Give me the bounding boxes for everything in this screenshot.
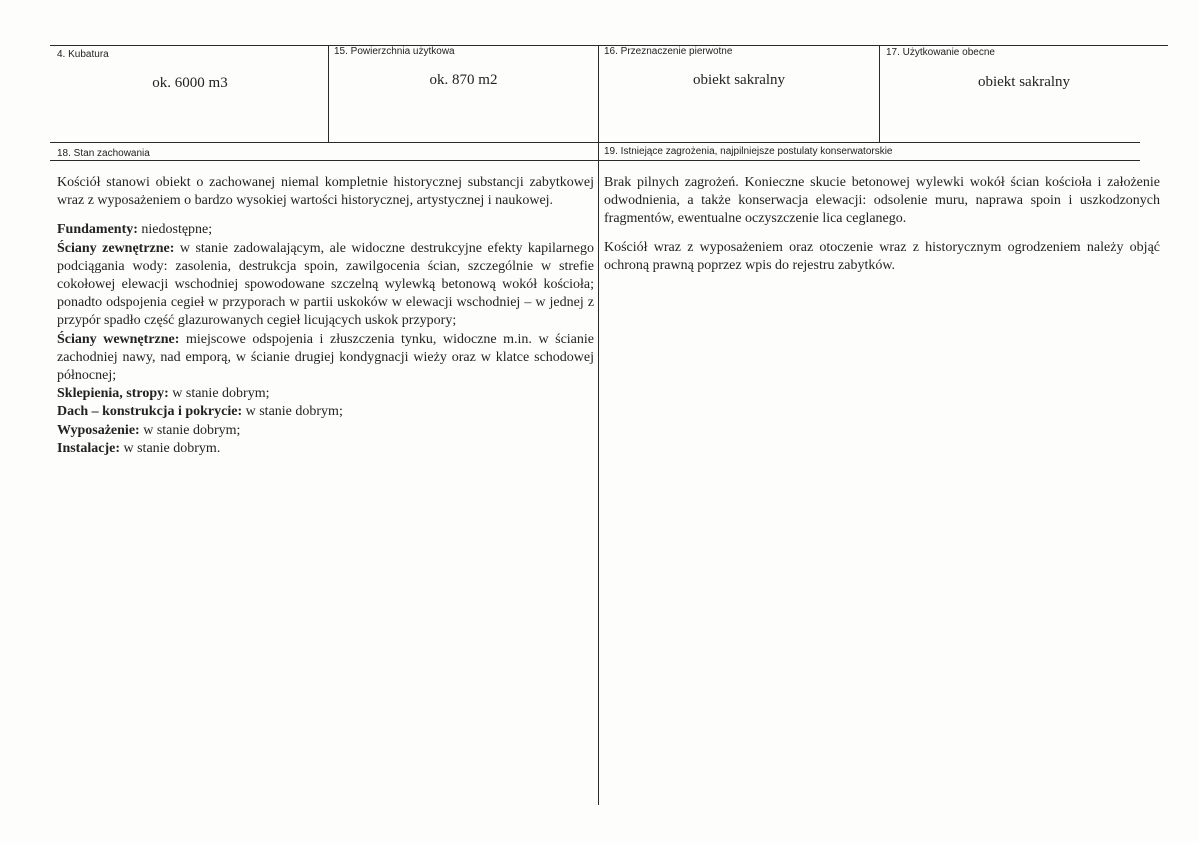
stan-zachowania-text <box>57 174 594 458</box>
zagrozenia-label: 19. Istniejące zagrożenia, najpilniejsze postulaty konserwatorskie <box>604 146 893 157</box>
przeznaczenie-label: 16. Przeznaczenie pierwotne <box>604 46 733 57</box>
stan-item-key: Ściany zewnętrzne: <box>57 240 175 256</box>
stan-item-text: w stanie dobrym; <box>168 386 270 402</box>
stan-item-text: w stanie dobrym. <box>120 440 221 456</box>
stan-item-text: w stanie zadowalającym, ale widoczne destrukcyjne efekty kapilarnego podciągania wody: zasolenia, destrukcja spoin, zawilgocenia ścian, szczególnie w strefie cokołowej elewacji wschodniej spowodowane szczelną wylewką betonową wokół kościoła; ponadto odspojenia cegieł w przyporach w partii uskoków w elewacji wschodniej – w jednej z przypór spadło część glazurowanych cegieł licujących uskok przypory; <box>57 240 594 329</box>
stan-item <box>57 221 594 239</box>
stan-zachowania-label: 18. Stan zachowania <box>57 148 150 159</box>
stan-item <box>57 240 594 331</box>
powierzchnia-value: ok. 870 m2 <box>429 72 498 88</box>
stan-item-text: w stanie dobrym; <box>242 404 343 420</box>
stan-item <box>57 422 594 440</box>
column-divider-3 <box>879 45 880 142</box>
stan-item <box>57 440 594 458</box>
przeznaczenie-value: obiekt sakralny <box>692 72 786 88</box>
column-divider-2 <box>598 45 599 805</box>
zagrozenia-text <box>604 174 1160 275</box>
powierzchnia-label: 15. Powierzchnia użytkowa <box>334 46 455 57</box>
zagrozenia-paragraph-1: Brak pilnych zagrożeń. Konieczne skucie betonowej wylewki wokół ścian kościoła i założenie odwodnienia, a także konserwacja elewacji: odsolenie muru, naprawa spoin i uszkodzonych fragmentów, ewentualne oczyszczenie lica ceglanego. <box>604 175 1160 227</box>
stan-item <box>57 331 594 386</box>
zagrozenia-paragraph-2: Kościół wraz z wyposażeniem oraz otoczenie wraz z historycznym ogrodzeniem należy objąć ochroną prawną poprzez wpis do rejestru zabytków. <box>604 239 1160 273</box>
stan-item-key: Sklepienia, stropy: <box>57 386 169 402</box>
stan-item-text: miejscowe odspojenia i złuszczenia tynku, widoczne m.in. w ścianie zachodniej nawy, nad emporą, w ścianie drugiej kondygnacji wieży oraz w klatce schodowej północnej; <box>57 331 594 384</box>
stan-item-key: Ściany wewnętrzne: <box>57 331 180 347</box>
uzytkowanie-value: obiekt sakralny <box>977 74 1071 90</box>
middle-rule <box>50 142 1140 143</box>
stan-item-text: w stanie dobrym; <box>139 422 241 438</box>
stan-item-key: Wyposażenie: <box>57 422 140 438</box>
stan-item-text: niedostępne; <box>137 222 213 238</box>
kubatura-label: 4. Kubatura <box>57 49 109 60</box>
stan-item <box>57 385 594 403</box>
stan-intro-paragraph: Kościół stanowi obiekt o zachowanej niemal kompletnie historycznej substancji zabytkowej wraz z wyposażeniem o bardzo wysokiej wartości historycznej, artystycznej i naukowej. <box>57 175 594 209</box>
stan-item <box>57 403 594 421</box>
stan-item-key: Dach – konstrukcja i pokrycie: <box>57 404 243 420</box>
section-label-rule <box>50 160 1140 161</box>
column-divider-1 <box>328 45 329 142</box>
stan-item-key: Fundamenty: <box>57 222 138 238</box>
uzytkowanie-label: 17. Użytkowanie obecne <box>886 47 995 58</box>
kubatura-value: ok. 6000 m3 <box>152 75 228 91</box>
stan-item-key: Instalacje: <box>57 440 120 456</box>
